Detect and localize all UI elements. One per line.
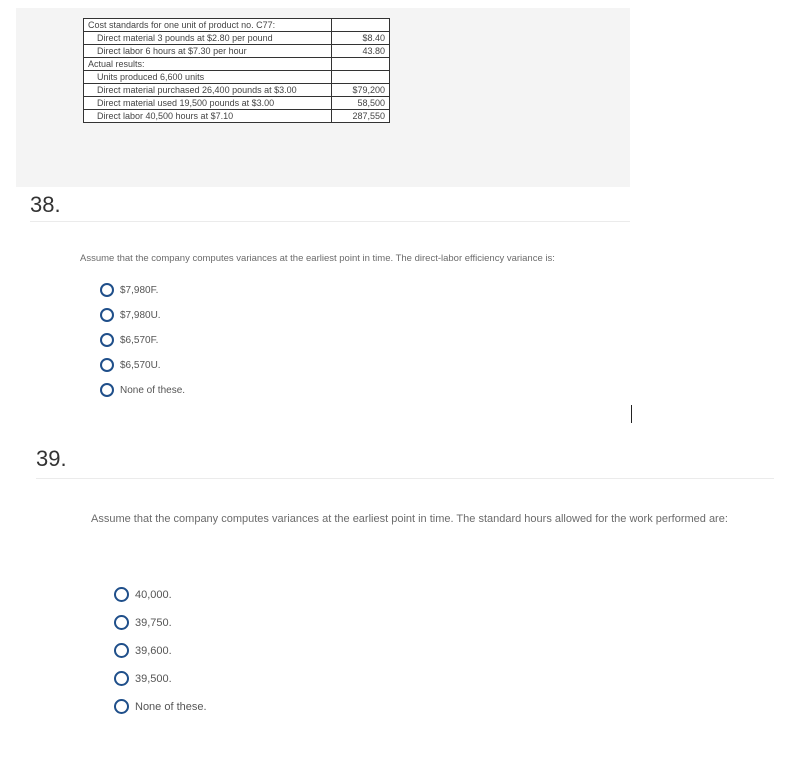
table-row bbox=[84, 19, 390, 32]
answer-option-1[interactable] bbox=[114, 587, 172, 602]
cost-standards-table bbox=[83, 18, 390, 123]
table-cell-amount bbox=[332, 19, 390, 32]
option-label: $6,570U. bbox=[120, 359, 161, 371]
table-cell-label: Direct material 3 pounds at $2.80 per pound bbox=[84, 32, 332, 45]
option-label: 39,600. bbox=[135, 644, 172, 657]
radio-icon[interactable] bbox=[100, 283, 114, 297]
table-cell-label: Direct labor 6 hours at $7.30 per hour bbox=[84, 45, 332, 58]
table-cell-label: Actual results: bbox=[84, 58, 332, 71]
divider bbox=[36, 478, 774, 479]
table-cell-amount: $79,200 bbox=[332, 84, 390, 97]
question-text: Assume that the company computes variances at the earliest point in time. The standard hours allowed for the work performed are: bbox=[91, 513, 728, 525]
radio-icon[interactable] bbox=[114, 671, 129, 686]
table-row bbox=[84, 84, 390, 97]
option-label: 39,750. bbox=[135, 616, 172, 629]
option-label: $7,980U. bbox=[120, 309, 161, 321]
radio-icon[interactable] bbox=[100, 333, 114, 347]
answer-option-3[interactable] bbox=[114, 643, 172, 658]
table-cell-amount: $8.40 bbox=[332, 32, 390, 45]
option-label: 39,500. bbox=[135, 672, 172, 685]
table-row bbox=[84, 45, 390, 58]
table-row bbox=[84, 110, 390, 123]
radio-icon[interactable] bbox=[100, 383, 114, 397]
table-cell-amount bbox=[332, 58, 390, 71]
table-cell-amount bbox=[332, 71, 390, 84]
radio-icon[interactable] bbox=[100, 308, 114, 322]
answer-option-2[interactable] bbox=[100, 308, 161, 322]
radio-icon[interactable] bbox=[114, 587, 129, 602]
table-row bbox=[84, 71, 390, 84]
answer-option-1[interactable] bbox=[100, 283, 158, 297]
table-cell-amount: 43.80 bbox=[332, 45, 390, 58]
answer-option-5[interactable] bbox=[114, 699, 207, 714]
text-cursor-icon bbox=[631, 405, 632, 423]
table-cell-label: Direct material used 19,500 pounds at $3.00 bbox=[84, 97, 332, 110]
option-label: $7,980F. bbox=[120, 284, 159, 296]
answer-option-5[interactable] bbox=[100, 383, 185, 397]
answer-option-2[interactable] bbox=[114, 615, 172, 630]
option-label: 40,000. bbox=[135, 588, 172, 601]
answer-option-4[interactable] bbox=[114, 671, 172, 686]
table-cell-label: Direct labor 40,500 hours at $7.10 bbox=[84, 110, 332, 123]
option-label: $6,570F. bbox=[120, 334, 159, 346]
table-cell-amount: 287,550 bbox=[332, 110, 390, 123]
option-label: None of these. bbox=[120, 384, 186, 396]
table-row bbox=[84, 58, 390, 71]
radio-icon[interactable] bbox=[114, 615, 129, 630]
divider bbox=[30, 221, 630, 222]
table-row bbox=[84, 97, 390, 110]
answer-option-4[interactable] bbox=[100, 358, 161, 372]
question-text: Assume that the company computes variances at the earliest point in time. The direct-labor efficiency variance is: bbox=[80, 253, 555, 264]
table-cell-label: Cost standards for one unit of product no. C77: bbox=[84, 19, 332, 32]
question-number: 38. bbox=[30, 192, 61, 217]
radio-icon[interactable] bbox=[114, 699, 129, 714]
answer-option-3[interactable] bbox=[100, 333, 158, 347]
table-row bbox=[84, 32, 390, 45]
table-cell-label: Units produced 6,600 units bbox=[84, 71, 332, 84]
question-number: 39. bbox=[36, 446, 67, 471]
radio-icon[interactable] bbox=[100, 358, 114, 372]
option-label: None of these. bbox=[135, 700, 207, 713]
radio-icon[interactable] bbox=[114, 643, 129, 658]
table-cell-amount: 58,500 bbox=[332, 97, 390, 110]
table-cell-label: Direct material purchased 26,400 pounds at $3.00 bbox=[84, 84, 332, 97]
